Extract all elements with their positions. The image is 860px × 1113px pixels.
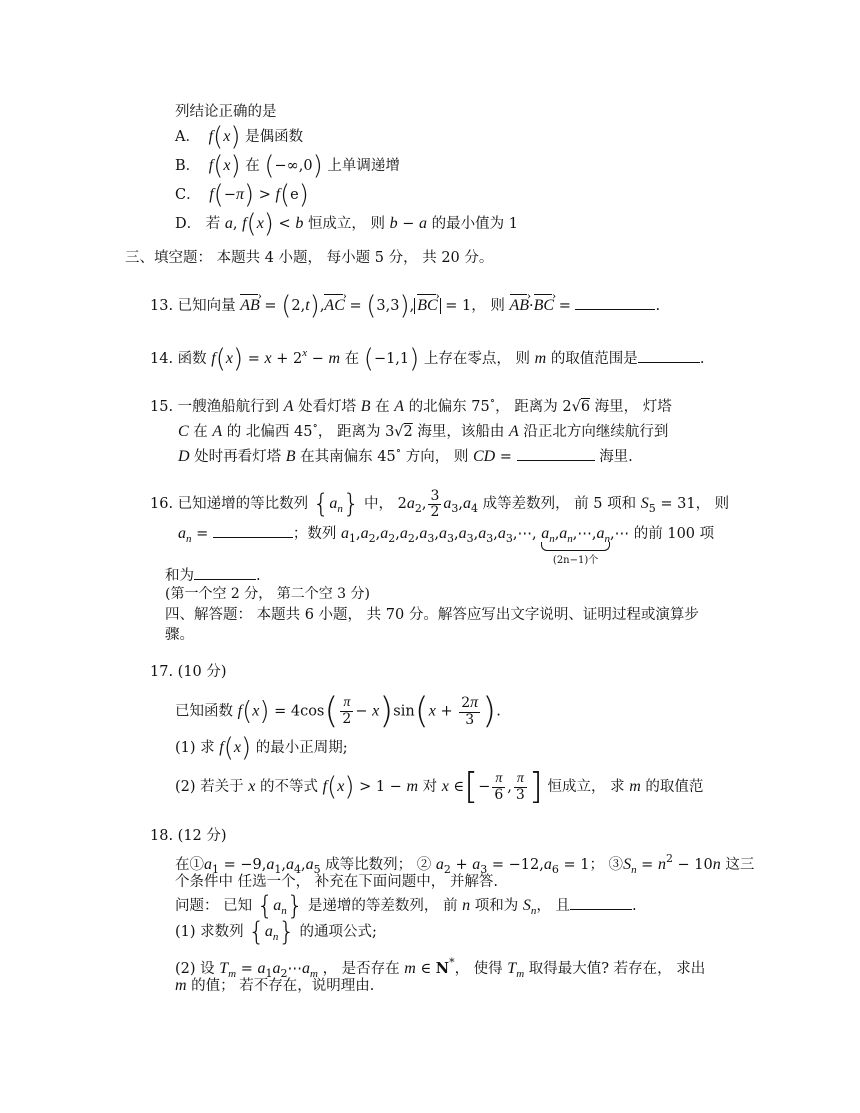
question-number: 15. <box>150 399 174 415</box>
formula: f <box>205 186 214 203</box>
question-18-header <box>150 826 227 846</box>
answer-blank[interactable] <box>570 895 632 910</box>
question-number: 16. <box>150 496 174 513</box>
answer-blank[interactable] <box>575 295 655 310</box>
question-number: 17. <box>150 664 174 680</box>
option-a-letter: A． <box>175 129 200 145</box>
question-number: 13. <box>150 298 174 314</box>
question-text: 上存在零点， 则 <box>423 351 531 367</box>
question-16-note: (第一个空 2 分， 第二个空 3 分) <box>165 586 370 602</box>
question-16-line-3: 和为 . <box>165 565 261 586</box>
option-b-text: 上单调递增 <box>327 158 400 174</box>
question-17-part-2: (2) 若关于 x 的不等式 f(x) > 1 − m 对 x ∈[− $\frac{\pi}{6}$ , $\frac{\pi}{3}$ ] 恒成立， 求 m 的取值范 <box>175 766 704 808</box>
option-b-letter: B． <box>175 158 201 174</box>
question-score: (12 分) <box>177 828 227 844</box>
section-heading-solve-cont: 骤。 <box>165 627 194 643</box>
option-c[interactable]: C． f(−π) > f(e) <box>175 180 309 210</box>
question-15-line-3: D 处时再看灯塔 B 在其南偏东 45∘ 方向， 则 CD = 海里. <box>178 444 633 465</box>
option-d[interactable]: D． 若 a, f(x) < b 恒成立， 则 b − a 的最小值为 1 <box>175 209 518 239</box>
answer-blank[interactable] <box>194 565 256 580</box>
question-17-part-1: (1) 求 f(x) 的最小正周期; <box>175 733 348 763</box>
question-14: 14. 函数 $f(x) = x + 2^x - m$ 在 (−1,1) 上存在零点， 则 m 的取值范围是 . <box>150 344 705 374</box>
option-d-text: 若 <box>205 216 221 232</box>
question-text: 的取值范围是 <box>550 351 638 367</box>
question-continuation: 列结论正确的是 <box>175 104 277 120</box>
question-17-given: 已知函数 f(x) = 4cos( $\frac{\pi}{2}$ − x)sin(x + $\frac{2\pi}{3}$ ). <box>175 690 501 732</box>
option-d-letter: D． <box>175 216 202 232</box>
question-18-part-2: (2) 设 $T_m$ = $a_1a_2\cdots a_m$ ， 是否存在 m ∈ N*， 使得 $T_m$ 取得最大值? 若存在， 求出 <box>175 956 706 980</box>
question-18-line-3: 问题： 已知 $\{a_n\}$ 是递增的等差数列， 前 n 项和为 $S_n$， 且 . <box>175 891 637 921</box>
answer-blank[interactable] <box>517 446 595 461</box>
brace-group: $a_n,a_n,\cdots,a_n$ (2n−1)个 <box>541 525 611 566</box>
answer-blank[interactable] <box>638 348 700 363</box>
question-number: 18. <box>150 828 174 844</box>
question-text: 已知向量 <box>177 298 236 314</box>
formula: f <box>204 128 214 145</box>
question-15-line-1: 15. 一艘渔船航行到 A 处看灯塔 B 在 A 的北偏东 75∘， 距离为 2√6 海里， 灯塔 <box>150 394 672 415</box>
question-number: 14. <box>150 351 174 367</box>
question-13: 13. 已知向量 AB › = (2,t),AC › = (3,3), BC › = 1， 则 AB ›·BC › = . <box>150 292 660 316</box>
option-a[interactable]: A． f(x) 是偶函数 <box>175 122 304 152</box>
option-d-text: 恒成立， 则 <box>307 216 386 232</box>
question-16-line-2: $a_n$ = ；数列 $a_1,a_2,a_2,a_2,a_3,a_3,a_3,a_3,a_3,\cdots$, $a_n,a_n,\cdots,a_n$ (2n−1)个 ,⋯ 的前 100 项 <box>178 525 715 566</box>
option-a-text: 是偶函数 <box>245 129 304 145</box>
answer-blank[interactable] <box>213 523 293 538</box>
question-18-line-1: 在$①a_1 = -9,a_1,a_4,a_5$ 成等比数列； ② $a_2 + a_3 = -12,a_6 = 1$； $③S_n = n^2 - 10n$ 这三 <box>175 852 755 876</box>
question-18-part-2-cont: m 的值； 若不存在，说明理由. <box>175 977 375 994</box>
question-text: 在 <box>344 351 360 367</box>
option-b[interactable]: B． f(x) 在 (−∞,0) 上单调递增 <box>175 151 400 181</box>
question-text: ， 则 <box>471 298 505 314</box>
question-16-line-1: 16. 已知递增的等比数列 $\{a_n\}$ 中， $2a_2$, $\frac{3}{2}$ $a_3,a_4$ 成等差数列， 前 5 项和 $S_5 = 31$， 则 <box>150 488 730 520</box>
option-d-text: 的最小值为 1 <box>431 216 518 232</box>
option-c-letter: C． <box>175 187 201 203</box>
question-15-line-2: C 在 A 的 北偏西 45∘， 距离为 3√2 海里，该船由 A 沿正北方向继续航行到 <box>178 419 669 440</box>
section-heading-solve: 四、解答题： 本题共 6 小题， 共 70 分。解答应写出文字说明、证明过程或演算步 <box>165 607 699 623</box>
section-heading-fill-in: 三、填空题： 本题共 4 小题， 每小题 5 分， 共 20 分。 <box>125 250 494 266</box>
question-text: 函数 <box>177 351 207 367</box>
question-18-line-2: 个条件中 任选一个， 补充在下面问题中， 并解答. <box>175 874 498 890</box>
formula: f <box>204 157 214 174</box>
question-18-part-1: (1) 求数列 $\{a_n\}$ 的通项公式; <box>175 917 377 947</box>
question-score: (10 分) <box>177 664 227 680</box>
question-17-header <box>150 662 227 682</box>
